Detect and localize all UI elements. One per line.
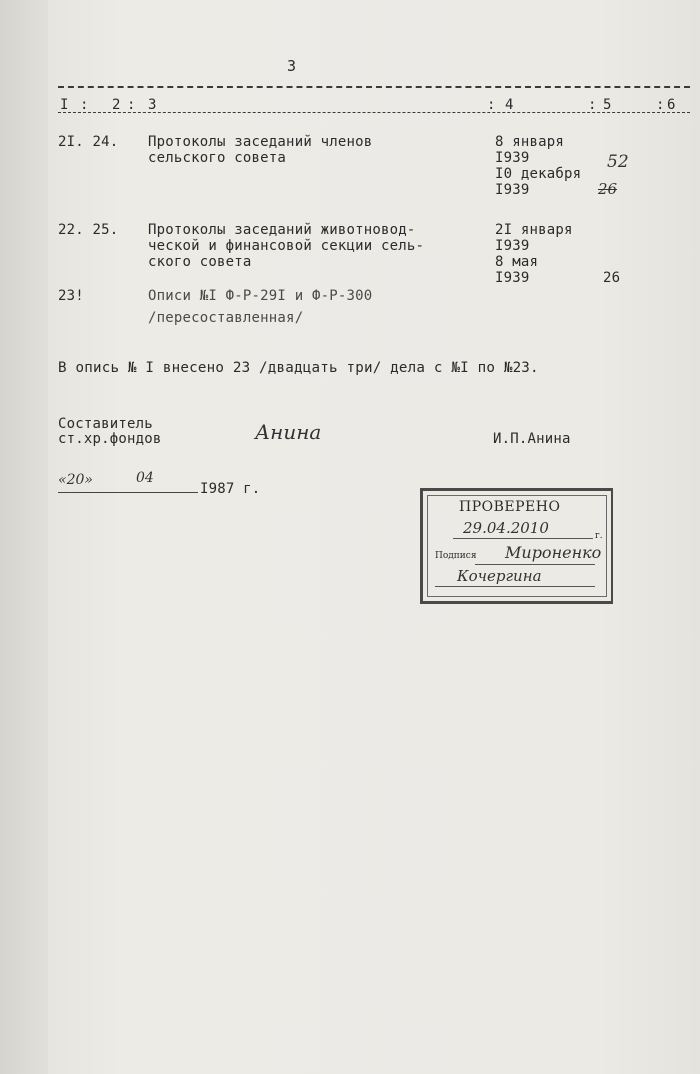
col-header-4: 4 [505,97,514,113]
entry-title-line: Протоколы заседаний членов [148,134,373,150]
entry-title-line: сельского совета [148,150,287,166]
entry-date-line: I939 [495,270,530,286]
col-header-3: 3 [148,97,157,113]
verification-stamp [420,488,613,604]
stamp-sign-line [475,564,595,565]
entry-date-line: 2I января [495,222,573,238]
entry-title-line: /пересоставленная/ [148,310,304,326]
stamp-signature-2: Кочергина [457,567,542,585]
entry-sheet-count: 26 [603,270,621,286]
compiler-position: ст.хр.фондов [58,431,162,447]
date-month: 04 [136,470,154,486]
stamp-signature-1: Мироненко [505,543,602,562]
handwritten-sheet-count: 52 [607,152,629,172]
date-year: I987 г. [200,481,261,497]
col-sep: : [80,97,89,113]
entry-title-line: Описи №I Ф-Р-29I и Ф-Р-300 [148,288,373,304]
compiler-name: И.П.Анина [493,431,571,447]
stamp-date: 29.04.2010 [463,519,549,537]
entry-number: 23! [58,288,84,304]
header-rule-bottom [58,112,690,113]
stamp-title: ПРОВЕРЕНО [459,499,561,515]
entry-title-line: ского совета [148,254,252,270]
stamp-podpis-label: Подпися [435,551,477,561]
page-edge-shadow [0,0,48,1074]
col-sep: : [588,97,597,113]
col-header-1: I [60,97,69,113]
compiler-label: Составитель [58,416,153,432]
handwritten-sheet-count-struck: 26 [598,180,618,198]
stamp-sign-line [435,586,595,587]
stamp-date-suffix: г. [595,531,603,541]
page-number: 3 [287,57,297,75]
entry-date-line: I939 [495,182,530,198]
col-sep: : [656,97,665,113]
entry-date-line: 8 мая [495,254,539,270]
entry-title-line: Протоколы заседаний животновод- [148,222,416,238]
entry-date-line: 8 января [495,134,565,150]
header-rule-top [58,86,690,88]
entry-number: 22. 25. [58,222,119,238]
col-header-5: 5 [603,97,612,113]
compiler-signature: Анина [255,420,322,444]
date-day: «20» [58,472,93,488]
col-header-2: 2 [112,97,121,113]
entry-title-line: ческой и финансовой секции сель- [148,238,425,254]
entry-date-line: I939 [495,150,530,166]
stamp-date-line [453,538,593,539]
date-underline [58,492,198,493]
entry-date-line: I0 декабря [495,166,582,182]
col-header-6: 6 [667,97,676,113]
col-sep: : [487,97,496,113]
col-sep: : [127,97,136,113]
entry-date-line: I939 [495,238,530,254]
entry-number: 2I. 24. [58,134,119,150]
summary-line: В опись № I внесено 23 /двадцать три/ дела с №I по №23. [58,360,539,376]
